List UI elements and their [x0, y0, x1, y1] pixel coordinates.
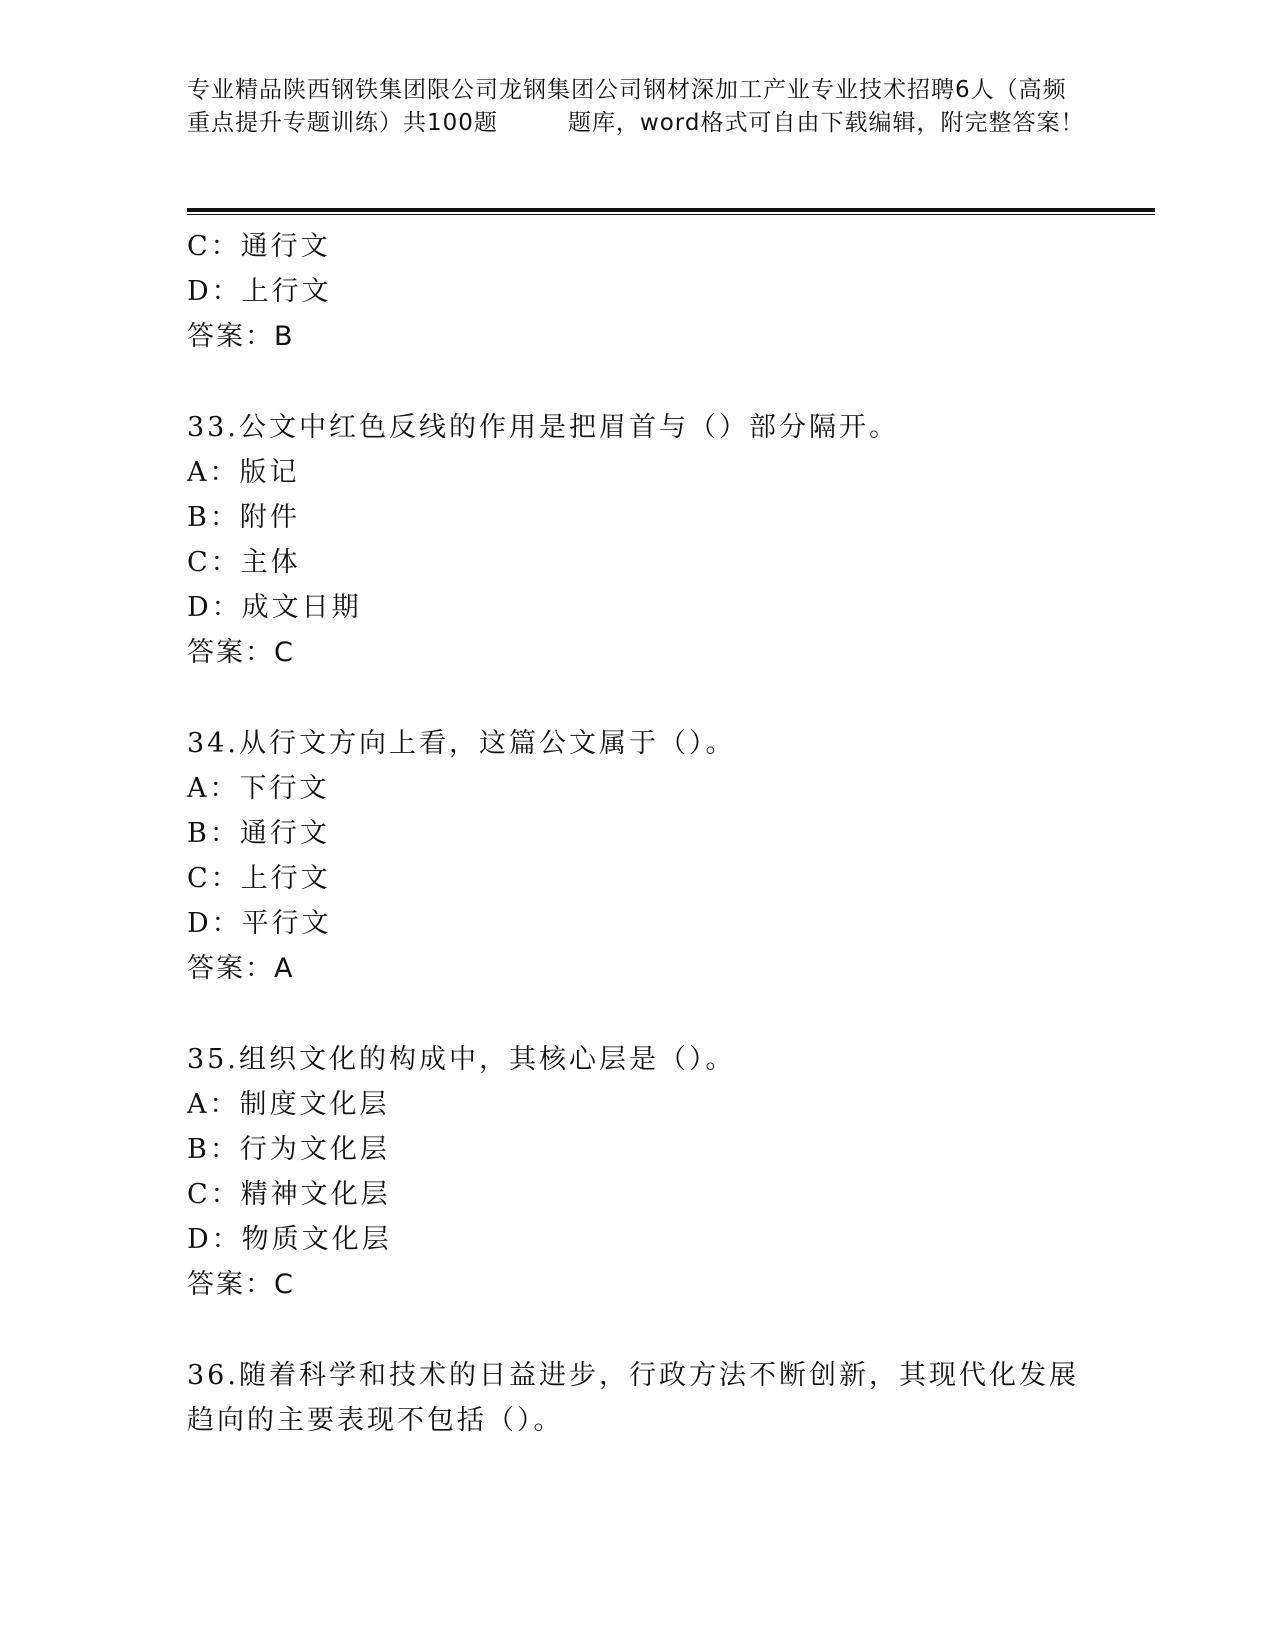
option-d: D：物质文化层	[187, 1224, 392, 1255]
question-stem: 36.随着科学和技术的日益进步，行政方法不断创新，其现代化发展趋向的主要表现不包括（）。	[187, 1360, 1079, 1436]
header-title-part2: 题库，word格式可自由下载编辑，附完整答案！	[567, 110, 1085, 136]
option-c: C：上行文	[187, 863, 331, 894]
option-d: D：上行文	[187, 276, 332, 307]
answer-label: 答案：B	[187, 321, 295, 352]
answer-label: 答案：A	[187, 953, 295, 984]
option-b: B：通行文	[187, 818, 330, 849]
answer-label: 答案：C	[187, 637, 295, 668]
question-block-32	[187, 224, 1087, 359]
question-list	[187, 224, 1087, 1443]
option-c: C：通行文	[187, 231, 331, 262]
header-rule-thin	[187, 214, 1155, 215]
option-b: B：行为文化层	[187, 1134, 390, 1165]
question-block-33	[187, 405, 1087, 675]
answer-label: 答案：C	[187, 1269, 295, 1300]
option-a: A：制度文化层	[187, 1089, 390, 1120]
question-stem: 35.组织文化的构成中，其核心层是（）。	[187, 1044, 736, 1075]
option-a: A：版记	[187, 457, 300, 488]
document-header	[187, 74, 1087, 140]
option-a: A：下行文	[187, 773, 330, 804]
question-block-34	[187, 721, 1087, 991]
header-title-part1: 专业精品陕西钢铁集团限公司龙钢集团公司钢材深加工产业专业技术招聘6人（高频重点提升专题训练）共100题	[187, 77, 1067, 136]
question-block-36	[187, 1353, 1087, 1443]
option-c: C：主体	[187, 547, 301, 578]
question-block-35	[187, 1037, 1087, 1307]
header-rule-thick	[187, 208, 1155, 212]
question-stem: 34.从行文方向上看，这篇公文属于（）。	[187, 728, 736, 759]
option-c: C：精神文化层	[187, 1179, 391, 1210]
option-d: D：成文日期	[187, 592, 362, 623]
option-b: B：附件	[187, 502, 300, 533]
option-d: D：平行文	[187, 908, 332, 939]
question-stem: 33.公文中红色反线的作用是把眉首与（）部分隔开。	[187, 412, 899, 443]
